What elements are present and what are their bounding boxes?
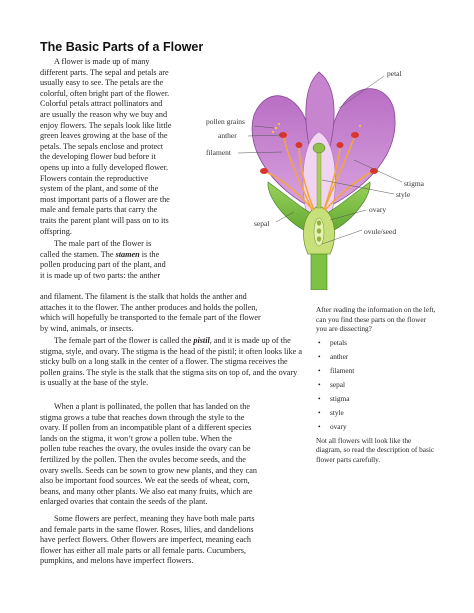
anther-2 <box>296 142 303 148</box>
pollen-grain <box>359 125 361 127</box>
stamen-continued: and filament. The filament is the stalk that holds the anther and attaches it to the flower. The anther produces and holds the pollen, which will hopefully be transported to the female part of the flower by wind, animals, or insects. <box>40 292 261 333</box>
paragraph-perfect-flowers: Some flowers are perfect, meaning they have both male parts and female parts in the same flower. Roses, lilies, and dandelions have perfect flowers. Other flowers are imperfect, meaning each flower has either all male parts or all female parts. Cucumbers, pumpkins, and melons have imperfect flowers. <box>40 514 255 566</box>
label-ovule-seed: ovule/seed <box>364 227 397 236</box>
paragraph-stamen: The male part of the flower is called the stamen. The stamen is the pollen producing part of the plant, and it is made up of two parts: the anther <box>40 239 166 280</box>
ovule-1 <box>317 220 321 225</box>
sidebar-intro: After reading the information on the left, can you find these parts on the flower you are dissecting? <box>316 305 436 334</box>
label-stigma: stigma <box>404 179 424 188</box>
page-title: The Basic Parts of a Flower <box>40 40 204 54</box>
label-pollen-grains: pollen grains <box>206 117 245 126</box>
parts-list <box>316 338 436 431</box>
paragraph-pollination: When a plant is pollinated, the pollen that has landed on the stigma grows a tube that reaches down through the style to the ovary. If pollen from an incompatible plant of a different species lands on the stigma, it won’t grow a pollen tube. When the pollen tube reaches the ovary, the ovules inside the ovary can be fertilized by the pollen. Then the ovules become seeds, and the ovary swells. Seeds can be sown to grow new plants, and they can also be important food sources. We eat the seeds of wheat, corn, beans, and many other plants. We also eat many fruits, which are enlarged ovaries that contain the seeds of the plant. <box>40 402 257 507</box>
pollen-grain <box>275 127 278 130</box>
paragraph-intro: A flower is made up of many different parts. The sepal and petals are usually easy to see. The petals are the colorful, often bright part of the flower. Colorful petals attract pollinators and are usually the reason why we buy and enjoy flowers. The sepals look like little green leaves growing at the base of the petals. The sepals enclose and protect the developing flower bud before it opens up into a fully developed flower. Flowers contain the reproductive system of the plant, and some of the most important parts of a flower are the male and female parts that carry the traits the parent plant will pass on to its offspring. <box>40 57 172 236</box>
anther-5 <box>260 168 268 174</box>
anther-3 <box>351 132 359 138</box>
sidebar-checklist <box>316 305 436 465</box>
stigma <box>313 143 325 153</box>
label-anther: anther <box>218 131 237 140</box>
paragraph-pistil: The female part of the flower is called the pistil, and it is made up of the stigma, style, and ovary. The stigma is the head of the pistil; it often looks like a sticky bulb on a long stalk in the center of a flower. The stigma receives the pollen grains. The style is the stalk that the stigma sits on top of, and the ovary is usually at the base of the style. <box>40 336 302 388</box>
flower-diagram <box>204 60 434 290</box>
list-item: • sepal <box>316 380 436 389</box>
list-item: • anther <box>316 352 436 361</box>
ovule-2 <box>317 228 321 233</box>
label-style: style <box>396 190 411 199</box>
stem <box>311 250 327 290</box>
list-item: • style <box>316 408 436 417</box>
sidebar-note: Not all flowers will look like the diagram, so read the description of basic flower parts carefully. <box>316 435 435 464</box>
list-item: • petals <box>316 338 436 347</box>
label-petal: petal <box>387 69 402 78</box>
label-sepal: sepal <box>254 219 270 228</box>
term-stamen: stamen <box>115 249 140 259</box>
ovule-3 <box>317 236 321 241</box>
anther-4 <box>337 142 344 148</box>
list-item: • stigma <box>316 394 436 403</box>
list-item: • filament <box>316 366 436 375</box>
label-filament: filament <box>206 148 231 157</box>
pollen-grain <box>272 131 274 133</box>
label-ovary: ovary <box>369 205 387 214</box>
style <box>317 152 321 208</box>
list-item: • ovary <box>316 422 436 431</box>
pollen-grain <box>278 123 280 125</box>
intro-column <box>40 57 208 281</box>
term-pistil: pistil <box>193 336 210 345</box>
flower-illustration <box>204 60 434 290</box>
